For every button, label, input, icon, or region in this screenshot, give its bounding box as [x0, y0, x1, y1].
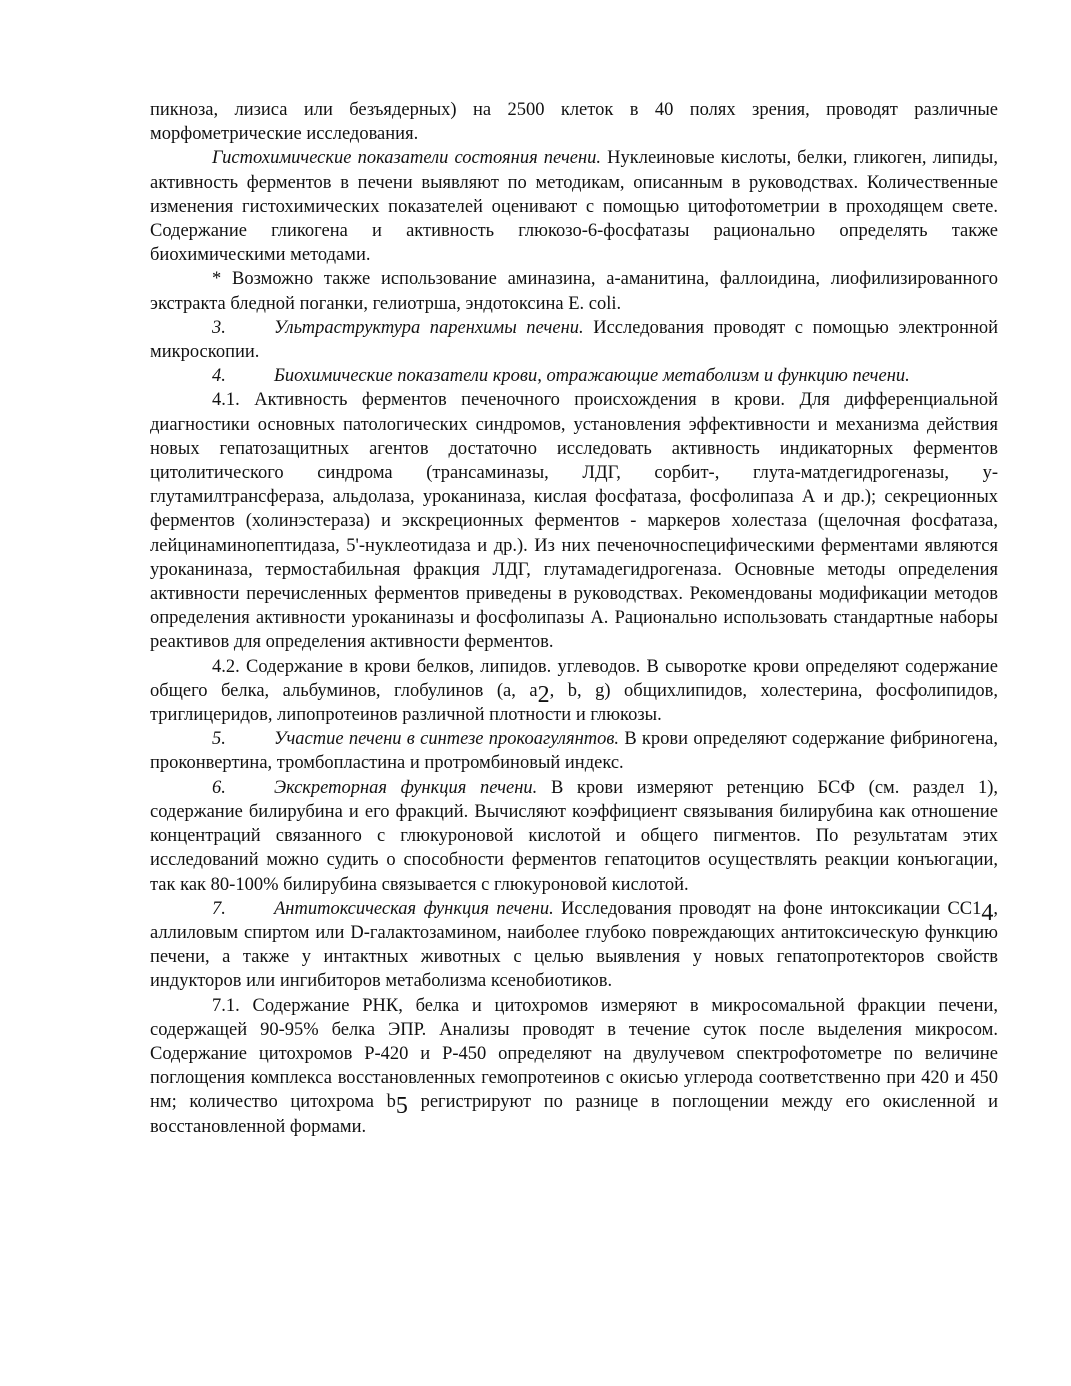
section-title: Экскреторная функция печени. [274, 777, 538, 798]
subscript: 2 [537, 681, 550, 708]
paragraph-footnote [150, 267, 998, 315]
section-number: 3. [212, 317, 226, 338]
section-title: Антитоксическая функция печени. [274, 898, 554, 919]
paragraph-procoagulants [150, 727, 998, 775]
paragraph-biochemistry-heading [150, 364, 998, 388]
subscript: 4 [981, 899, 994, 926]
section-title: Биохимические показатели крови, отражающие метаболизм и функцию печени. [274, 366, 910, 387]
paragraph-text: регистрируют по разнице в поглощении между его окисленной и восстановленной формами. [150, 1092, 999, 1137]
paragraph-text: Исследования проводят с помощью электронной микроскопии. [150, 317, 998, 363]
section-number: 6. [212, 777, 226, 798]
paragraph-text: 4.1. Активность ферментов печеночного происхождения в крови. Для дифференциальной диагностики основных патологических синдромов, установления эффективности и механизма действия новых гепатозащитных агентов достаточно исследовать активность индикаторных ферментов цитолитического синдрома (трансаминазы, ЛДГ, сорбит-, глута-матдегидрогеназы, у-глутамилтрансфераза, альдолаза, уроканиназа, кислая фосфатаза, фосфолипаза А и др.); секреционных ферментов (холинэстераза) и экскреционных ферментов - маркеров холестаза (щелочная фосфатаза, лейцинаминопептидаза, 5'-нуклеотидаза и др.). Из них печеночноспецифическими ферментами являются уроканиназа, термостабильная фракция ЛДГ, глутамадегидрогеназа. Основные методы определения активности перечисленных ферментов приведены в руководствах. Рекомендованы модификации методов определения активности уроканиназы и фосфолипазы А. Рационально использовать стандартные наборы реактивов для определения активности ферментов. [150, 390, 998, 653]
paragraph-text: Нуклеиновые кислоты, белки, гликоген, липиды, активность ферментов в печени выявляют по методикам, описанным в руководствах. Количественные изменения гистохимических показателей оценивают с помощью цитофотометрии в проходящем свете. Содержание гликогена и активность глюкозо-6-фосфатазы рационально определять также биохимическими методами. [150, 148, 998, 266]
paragraph-text: В крови определяют содержание фибриногена, проконвертина, тромбопластина и протромбиновый индекс. [150, 729, 998, 774]
paragraph-text: * Возможно также использование аминазина, а-аманитина, фаллоидина, лиофилизированного экстракта бледной поганки, гелиотрша, эндотоксина Е. coli. [150, 269, 998, 314]
paragraph-histochemistry [150, 146, 998, 267]
section-title: Гистохимические показатели состояния печени. [212, 148, 602, 169]
paragraph-text: Исследования проводят на фоне интоксикации СС1 [553, 898, 982, 919]
paragraph-text: , аллиловым спиртом или D-галактозамином, наиболее глубоко повреждающих антитоксическую функцию печени, а также у интактных животных с целью выявления у новых гепатопротекторов свойств индукторов или ингибиторов метаболизма ксенобиотиков. [150, 898, 998, 992]
paragraph-excretory [150, 776, 998, 897]
paragraph-text: В крови измеряют ретенцию БСФ (см. раздел 1), содержание билирубина и его фракций. Вычисляют коэффициент связывания билирубина как отношение концентраций связанного с глюкуроновой кислотой и общего пигментов. По результатам этих исследований можно судить о способности ферментов гепатоцитов осуществлять реакции конъюгации, так как 80-100% билирубина связывается с глюкуроновой кислотой. [150, 777, 998, 895]
paragraph-antitoxic [150, 897, 998, 994]
subscript: 5 [395, 1093, 408, 1120]
section-number: 7. [212, 898, 226, 919]
section-title: Участие печени в синтезе прокоагулянтов. [274, 729, 620, 750]
paragraph-text: , b, g) общихлипидов, холестерина, фосфолипидов, триглицеридов, липопротеинов различной плотности и глюкозы. [150, 680, 999, 726]
section-title: Ультраструктура паренхимы печени. [274, 317, 584, 338]
paragraph-cytochromes [150, 994, 998, 1139]
paragraph-text: 7.1. Содержание РНК, белка и цитохромов измеряют в микросомальной фракции печени, содержащей 90-95% белка ЭПР. Анализы проводят в течение суток после выделения микросом. Содержание цитохромов Р-420 и Р-450 определяют на двулучевом спектрофотометре по величине поглощения комплекса восстановленных гемопротеинов с окисью углерода соответственно при 420 и 450 нм; количество цитохрома b [150, 995, 998, 1113]
paragraph-ultrastructure [150, 316, 998, 364]
document-page [150, 98, 998, 1139]
paragraph-text: 4.2. Содержание в крови белков, липидов. углеводов. В сыворотке крови определяют содержание общего белка, альбуминов, глобулинов (а, а [150, 656, 998, 701]
paragraph-enzymes [150, 388, 998, 654]
paragraph-text: пикноза, лизиса или безъядерных) на 2500 клеток в 40 полях зрения, проводят различные морфометрические исследования. [150, 100, 998, 145]
section-number: 5. [212, 729, 226, 750]
paragraph-blood-content [150, 655, 998, 728]
paragraph-morphometry [150, 98, 998, 146]
section-number: 4. [212, 366, 226, 387]
